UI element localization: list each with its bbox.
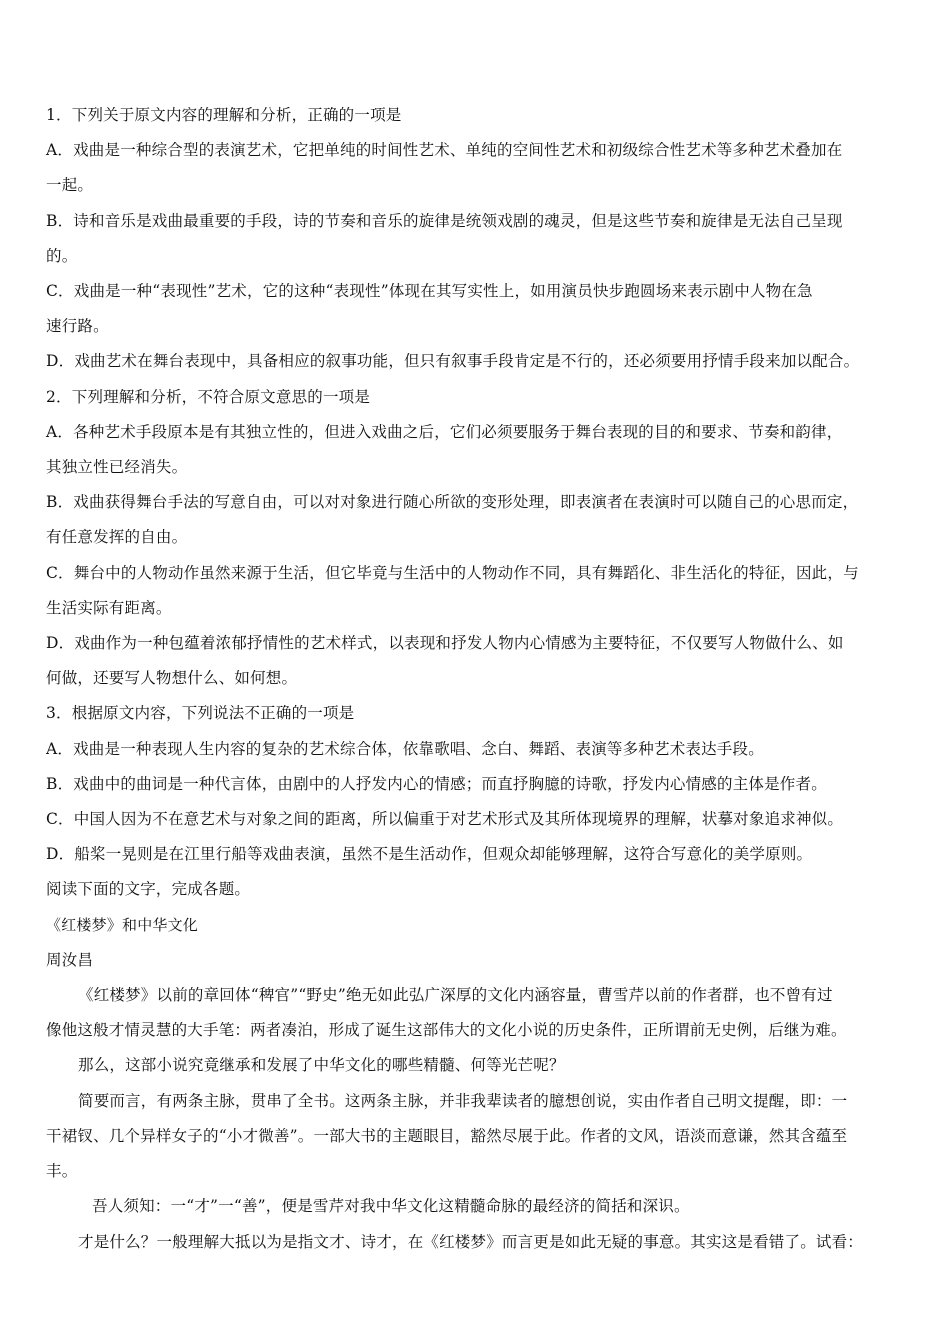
- reading-instruction: 阅读下面的文字，完成各题。: [46, 880, 251, 899]
- option-1a-line-1: A．戏曲是一种综合型的表演艺术，它把单纯的时间性艺术、单纯的空间性艺术和初级综合性艺术等多种艺术叠加在: [46, 141, 843, 160]
- option-2d-line-2: 何做，还要写人物想什么、如何想。: [46, 669, 298, 688]
- option-2b-line-2: 有任意发挥的自由。: [46, 528, 188, 547]
- option-2a-line-1: A．各种艺术手段原本是有其独立性的，但进入戏曲之后，它们必须要服务于舞台表现的目的和要求、节奏和韵律，: [46, 422, 843, 441]
- paragraph-1-line-1: 《红楼梦》以前的章回体“稗官”“野史”绝无如此弘广深厚的文化内涵容量，曹雪芹以前的作者群，也不曾有过: [78, 986, 833, 1005]
- paragraph-3-line-3: 丰。: [46, 1162, 78, 1181]
- option-2a-line-2: 其独立性已经消失。: [46, 458, 188, 477]
- option-1b-line-1: B．诗和音乐是戏曲最重要的手段，诗的节奏和音乐的旋律是统领戏剧的魂灵，但是这些节奏和旋律是无法自己呈现: [46, 211, 843, 230]
- question-3-stem: 3．根据原文内容，下列说法不正确的一项是: [46, 704, 355, 723]
- question-2-stem: 2．下列理解和分析，不符合原文意思的一项是: [46, 387, 371, 406]
- document-page: [46, 98, 908, 1260]
- option-1b-line-2: 的。: [46, 246, 78, 265]
- paragraph-3-line-2: 干裙钗、几个异样女子的“小才微善”。一部大书的主题眼目，豁然尽展于此。作者的文风，语淡而意谦，然其含蕴至: [46, 1126, 848, 1145]
- article-author: 周汝昌: [46, 950, 94, 969]
- option-2b-line-1: B．戏曲获得舞台手法的写意自由，可以对对象进行随心所欲的变形处理，即表演者在表演时可以随自己的心思而定，: [46, 493, 859, 512]
- option-3d: D．船桨一晃则是在江里行船等戏曲表演，虽然不是生活动作，但观众却能够理解，这符合写意化的美学原则。: [46, 845, 813, 864]
- option-2c-line-2: 生活实际有距离。: [46, 598, 172, 617]
- question-1-stem: 1．下列关于原文内容的理解和分析，正确的一项是: [46, 106, 402, 124]
- option-3c: C．中国人因为不在意艺术与对象之间的距离，所以偏重于对艺术形式及其所体现境界的理解，状摹对象追求神似。: [46, 810, 844, 829]
- paragraph-2: 那么，这部小说究竟继承和发展了中华文化的哪些精髓、何等光芒呢？: [78, 1056, 565, 1075]
- option-1d: D．戏曲艺术在舞台表现中，具备相应的叙事功能，但只有叙事手段肯定是不行的，还必须要用抒情手段来加以配合。: [46, 352, 860, 371]
- paragraph-4: 吾人须知：一“才”一“善”，便是雪芹对我中华文化这精髓命脉的最经济的简括和深识。: [92, 1197, 690, 1216]
- paragraph-1-line-2: 像他这般才情灵慧的大手笔：两者凑泊，形成了诞生这部伟大的文化小说的历史条件，正所谓前无史例，后继为难。: [46, 1021, 847, 1040]
- option-2d-line-1: D．戏曲作为一种包蕴着浓郁抒情性的艺术样式，以表现和抒发人物内心情感为主要特征，不仅要写人物做什么、如: [46, 634, 844, 653]
- option-1c-line-1: C．戏曲是一种“表现性”艺术，它的这种“表现性”体现在其写实性上，如用演员快步跑圆场来表示剧中人物在急: [46, 282, 813, 301]
- option-2c-line-1: C．舞台中的人物动作虽然来源于生活，但它毕竟与生活中的人物动作不同，具有舞蹈化、非生活化的特征，因此，与: [46, 563, 859, 582]
- option-1a-line-2: 一起。: [46, 176, 94, 195]
- paragraph-3-line-1: 简要而言，有两条主脉，贯串了全书。这两条主脉，并非我辈读者的臆想创说，实由作者自己明文提醒，即：一: [78, 1091, 848, 1110]
- article-title: 《红楼梦》和中华文化: [46, 915, 199, 934]
- option-3a: A．戏曲是一种表现人生内容的复杂的艺术综合体，依靠歌唱、念白、舞蹈、表演等多种艺术表达手段。: [46, 739, 764, 758]
- paragraph-5: 才是什么？一般理解大抵以为是指文才、诗才，在《红楼梦》而言更是如此无疑的事意。其实这是看错了。试看：: [78, 1232, 864, 1251]
- option-1c-line-2: 速行路。: [46, 317, 109, 336]
- option-3b: B．戏曲中的曲词是一种代言体，由剧中的人抒发内心的情感；而直抒胸臆的诗歌，抒发内心情感的主体是作者。: [46, 774, 827, 793]
